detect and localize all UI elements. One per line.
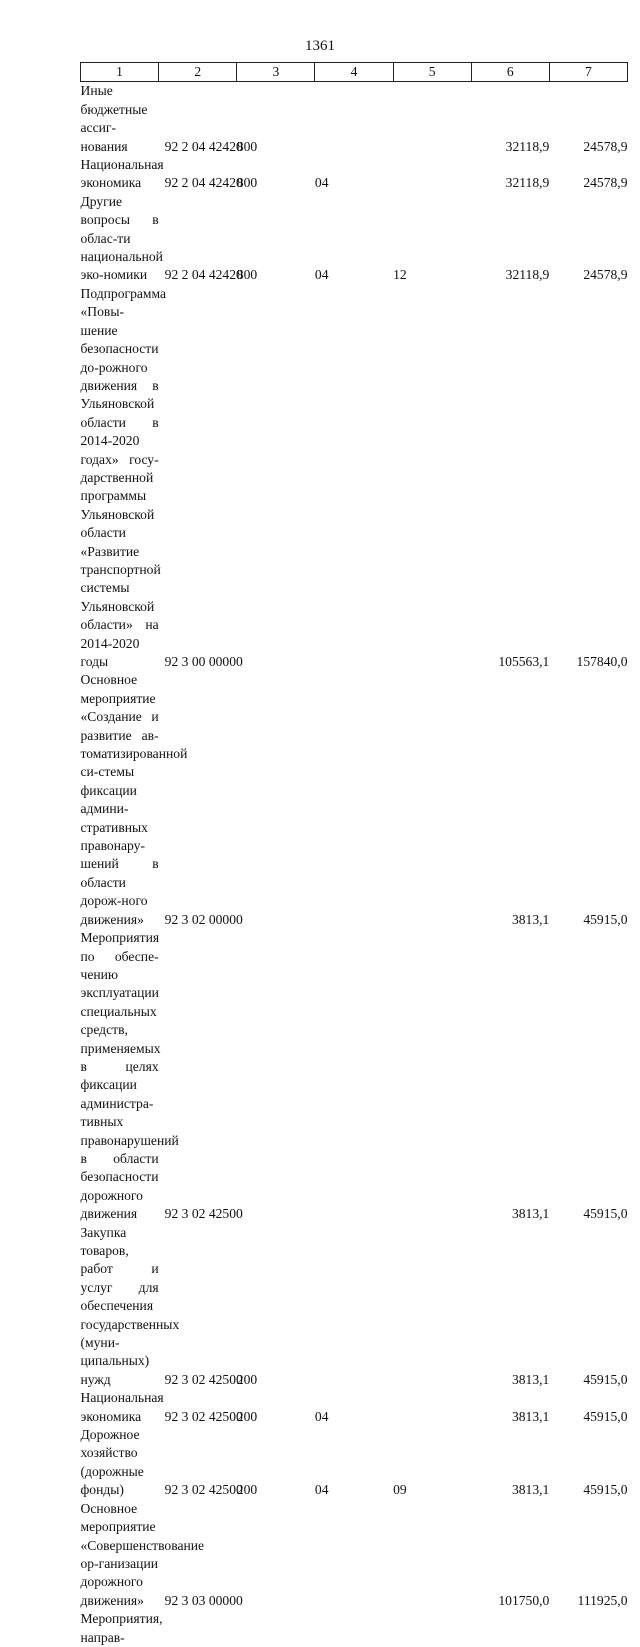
expense-type-code (237, 929, 315, 1224)
amount-col6: 105563,1 (498, 654, 550, 669)
amount-col6: 3813,1 (511, 1371, 550, 1387)
column-header-5: 5 (393, 63, 471, 82)
amount-col7: 24578,9 (583, 138, 628, 154)
amount-col6: 3813,1 (511, 911, 550, 927)
expense-type-code (237, 285, 315, 672)
column-header-4: 4 (315, 63, 393, 82)
amount-col7: 45915,0 (583, 911, 628, 927)
section-code (315, 1224, 393, 1390)
row-name: Закупка товаров, работ и услуг для обеспечения государственных (муни-ципальных) нужд (80, 1224, 180, 1387)
column-header-6: 6 (471, 63, 549, 82)
subsection-code (393, 1610, 471, 1647)
section-code (315, 82, 393, 156)
amount-col7: 157840,0 (576, 654, 628, 669)
subsection-code: 09 (393, 1482, 407, 1498)
amount-col7: 45915,0 (583, 1206, 628, 1222)
section-code: 04 (314, 175, 329, 191)
page-number: 1361 (305, 38, 335, 54)
expense-type-code: 200 (236, 1482, 258, 1498)
amount-col7 (549, 1610, 627, 1647)
target-article-code: 92 3 02 42500 (164, 1371, 243, 1387)
amount-col6: 32118,9 (505, 267, 550, 283)
column-header-2: 2 (159, 63, 237, 82)
subsection-code (393, 1500, 471, 1610)
section-code: 04 (314, 1408, 329, 1424)
amount-col6: 32118,9 (505, 175, 550, 191)
target-article-code: 92 3 03 00000 (164, 1592, 243, 1608)
column-header-3: 3 (237, 63, 315, 82)
amount-col7: 24578,9 (583, 175, 628, 191)
table-header (81, 63, 628, 82)
subsection-code (393, 82, 471, 156)
subsection-code (393, 1224, 471, 1390)
expense-type-code: 200 (236, 1371, 258, 1387)
row-name: Подпрограмма «Повы-шение безопасности до-рожного движения в Ульяновской области в 2014-2020 годах» госу-дарственной программы Ульяновской области «Развитие транспортной системы Ульяновской области» на 2014-2020 годы (80, 285, 167, 669)
expense-type-code (237, 671, 315, 929)
section-code: 04 (314, 1482, 329, 1498)
amount-col6: 3813,1 (511, 1206, 550, 1222)
header-row (81, 63, 628, 82)
budget-table (80, 62, 628, 1647)
expense-type-code: 200 (236, 1408, 258, 1424)
subsection-code (393, 285, 471, 672)
amount-col7: 24578,9 (583, 267, 628, 283)
target-article-code: 92 2 04 42420 (164, 267, 243, 283)
table-row (81, 82, 628, 156)
table-body (81, 82, 628, 1647)
row-name: Основное мероприятие «Совершенствование ор-ганизации дорожного движения» (80, 1500, 205, 1608)
expense-type-code: 800 (236, 138, 258, 154)
target-article-code: 92 3 02 42500 (164, 1206, 243, 1222)
amount-col7: 45915,0 (583, 1482, 628, 1498)
amount-col6 (471, 1610, 549, 1647)
column-header-1: 1 (81, 63, 159, 82)
table-row (81, 1224, 628, 1390)
row-name: Национальная экономика (80, 157, 164, 191)
table-row (81, 1389, 628, 1426)
target-article-code: 92 3 02 42500 (164, 1482, 243, 1498)
table-row (81, 1610, 628, 1647)
row-name: Мероприятия, направ- (80, 1611, 163, 1645)
table-row (81, 156, 628, 193)
section-code (315, 285, 393, 672)
target-article-code: 92 2 04 42420 (164, 138, 243, 154)
expense-type-code: 800 (236, 175, 258, 191)
amount-col6: 101750,0 (498, 1592, 550, 1608)
target-article-code: 92 3 02 00000 (164, 911, 243, 927)
section-code: 04 (314, 267, 329, 283)
table-row (81, 929, 628, 1224)
expense-type-code: 800 (236, 267, 258, 283)
table-row (81, 1500, 628, 1610)
table-row (81, 671, 628, 929)
section-code (315, 671, 393, 929)
amount-col6: 3813,1 (511, 1408, 550, 1424)
table-row (81, 285, 628, 672)
subsection-code (393, 929, 471, 1224)
subsection-code (393, 156, 471, 193)
row-name: Другие вопросы в облас-ти национальной эко-номики (80, 193, 163, 283)
subsection-code (393, 671, 471, 929)
section-code (315, 1500, 393, 1610)
target-article-code: 92 2 04 42420 (164, 175, 243, 191)
target-article-code: 92 3 00 00000 (164, 654, 243, 669)
subsection-code (393, 1389, 471, 1426)
section-code (315, 1610, 393, 1647)
amount-col7: 111925,0 (577, 1592, 628, 1608)
amount-col7: 45915,0 (583, 1408, 628, 1424)
subsection-code: 12 (393, 267, 407, 283)
table-row (81, 193, 628, 285)
row-name: Мероприятия по обеспе-чению эксплуатации специальных средств, применяемых в целях фиксации администра-тивных правонарушений в области безопасности дорожного движения (80, 930, 179, 1222)
section-code (315, 929, 393, 1224)
row-name: Национальная экономика (80, 1390, 164, 1424)
column-header-7: 7 (549, 63, 627, 82)
amount-col6: 3813,1 (511, 1482, 550, 1498)
table-row (81, 1426, 628, 1500)
row-name: Основное мероприятие «Создание и развитие ав-томатизированной си-стемы фиксации админи-стративных правонару-шений в области дорож-ного движения» (80, 672, 188, 927)
target-article-code (159, 1610, 237, 1647)
amount-col7: 45915,0 (583, 1371, 628, 1387)
target-article-code: 92 3 02 42500 (164, 1408, 243, 1424)
expense-type-code (237, 1610, 315, 1647)
row-name: Дорожное хозяйство (дорожные фонды) (80, 1427, 144, 1498)
amount-col6: 32118,9 (505, 138, 550, 154)
expense-type-code (237, 1500, 315, 1610)
row-name: Иные бюджетные ассиг-нования (80, 83, 148, 154)
